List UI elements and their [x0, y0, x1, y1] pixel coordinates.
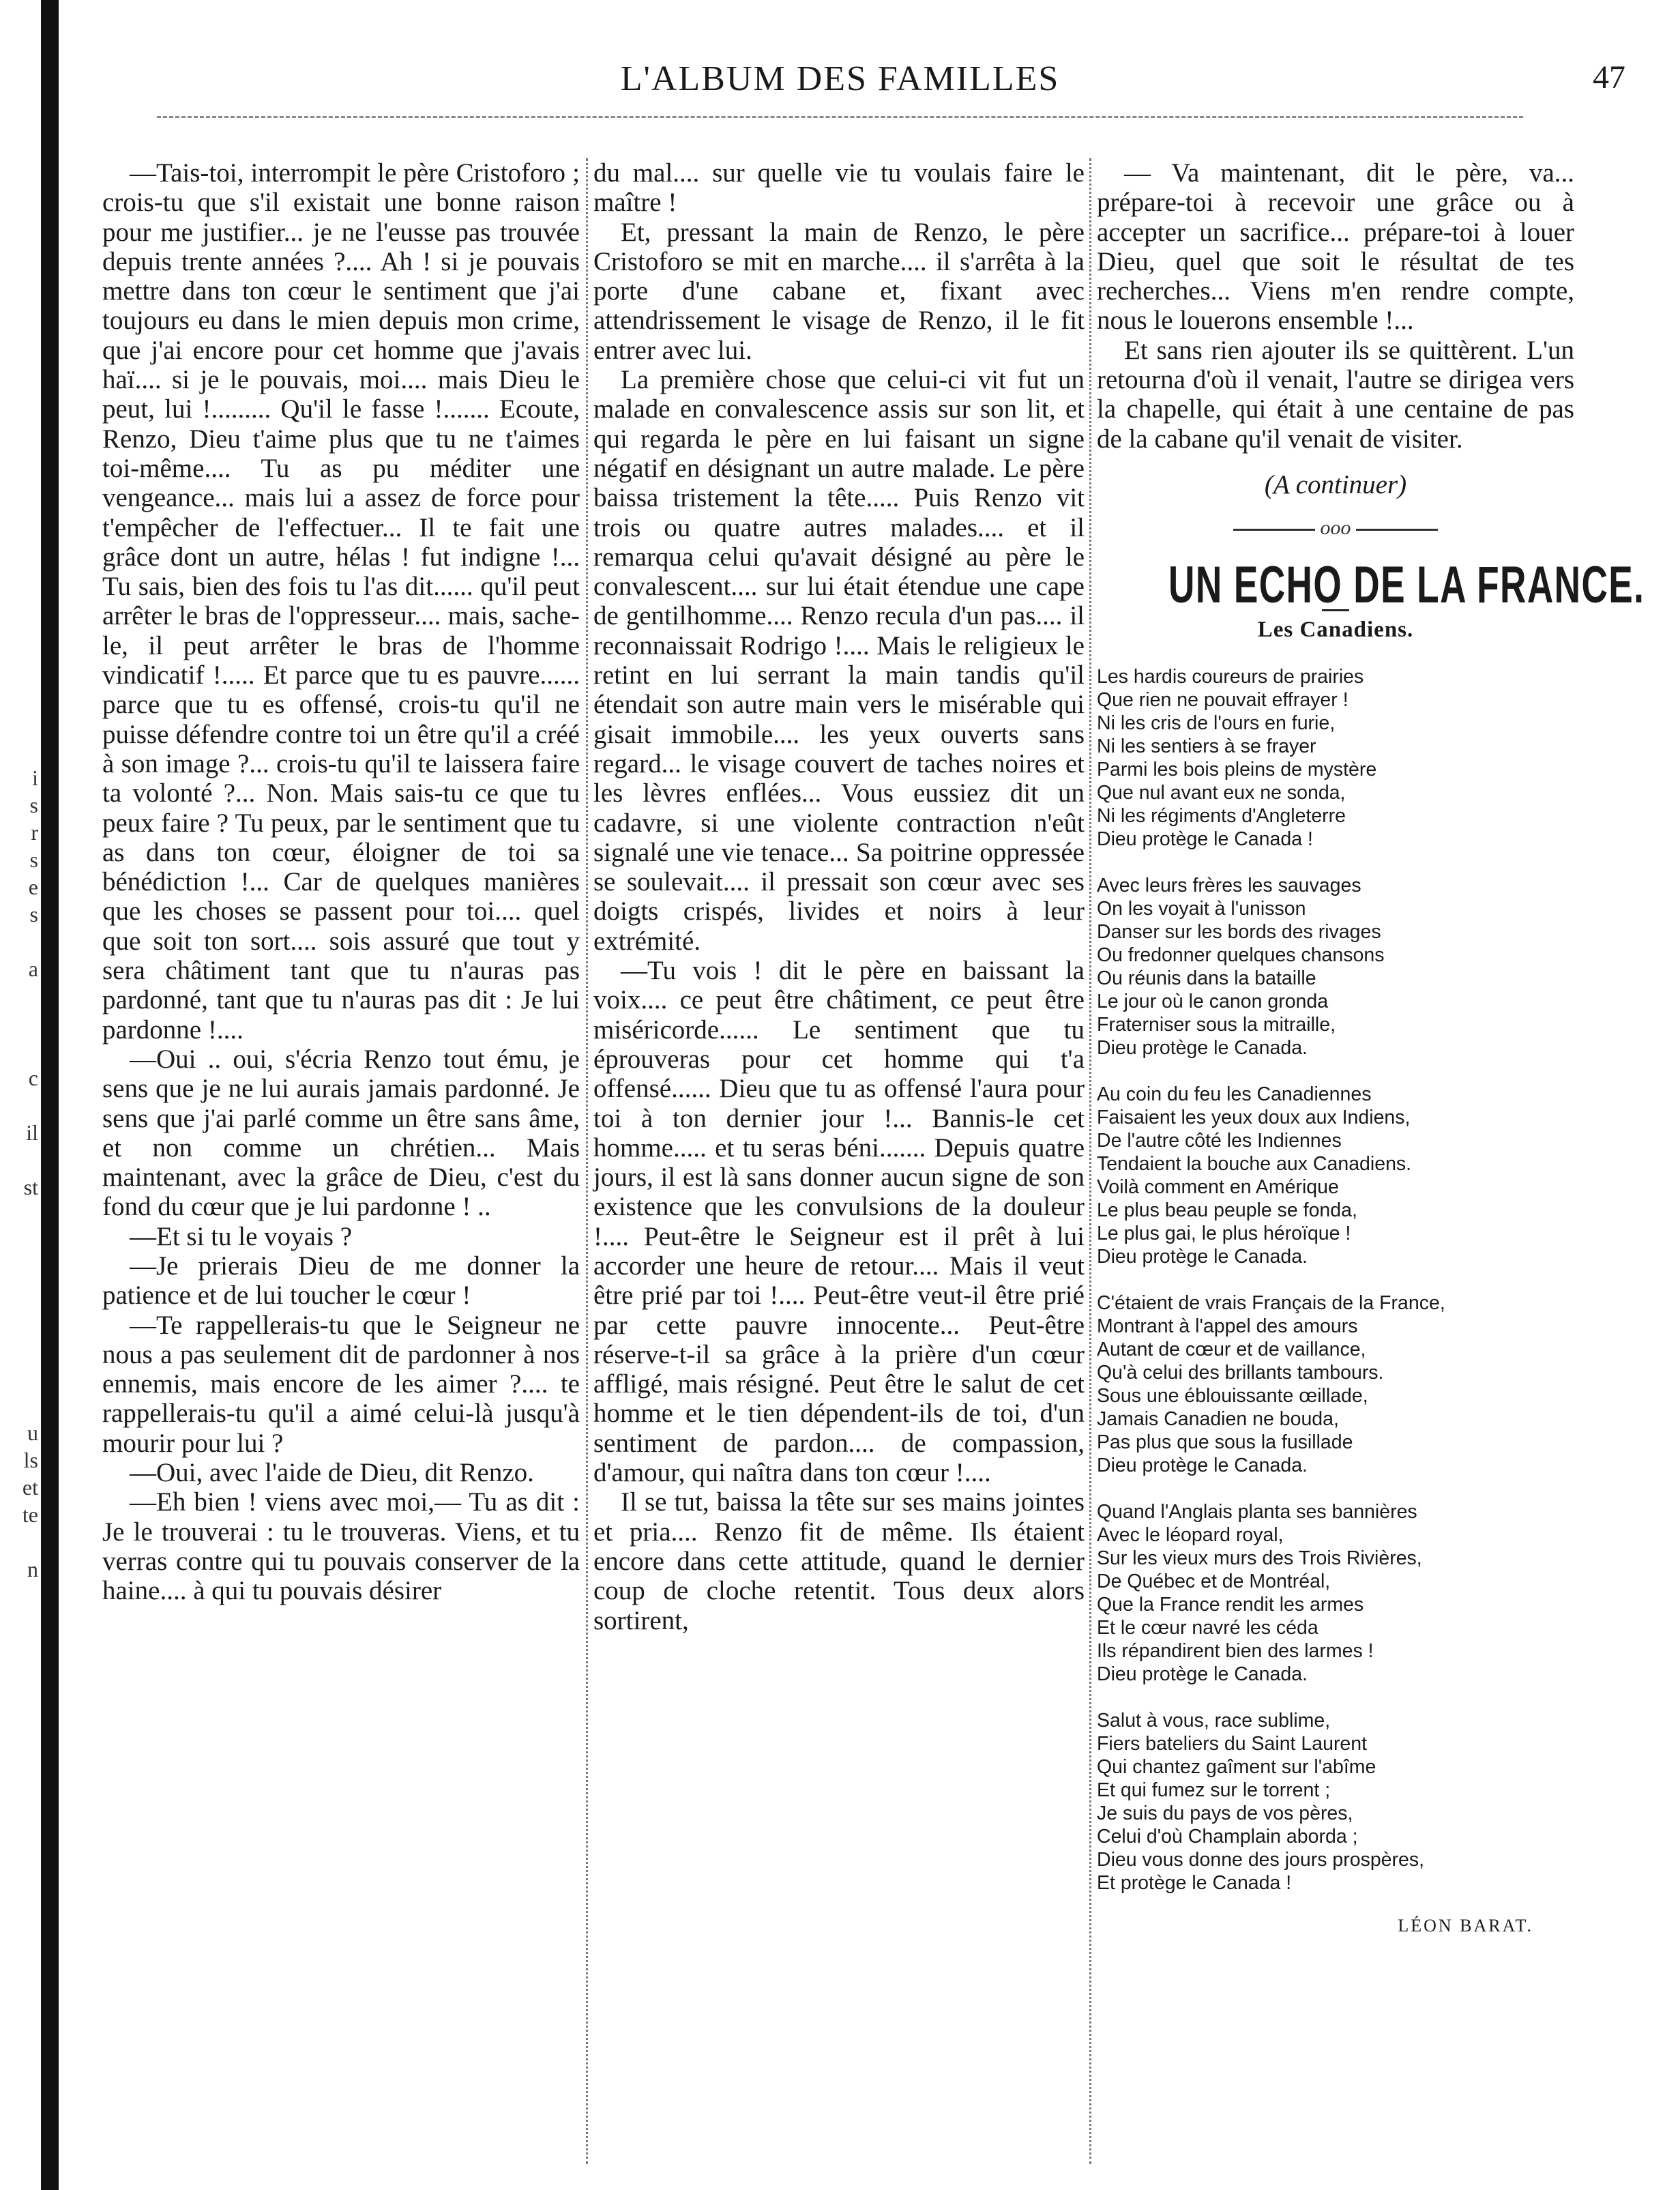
margin-fragment	[0, 1364, 38, 1392]
poem-stanza	[1097, 1709, 1574, 1895]
margin-fragment: a	[28, 957, 38, 981]
poem-stanza	[1097, 665, 1574, 851]
poem-stanza	[1097, 1291, 1574, 1477]
margin-fragment	[0, 1528, 38, 1556]
paragraph: —Et si tu le voyais ?	[130, 1221, 353, 1251]
poem-line: Dieu protège le Canada !	[1097, 828, 1313, 851]
paragraph: —Tais-toi, interrompit le père Cristoforo ; crois-tu que s'il existait une bonne raison pour me justifier... je ne l'eusse pas trouvée depuis trente années ?.... Ah ! si je pouvais mettre dans ton cœur le sentiment que j'ai toujours eu dans le mien depuis mon crime, que j'ai encore pour cet homme que j'avais haï.... si je le pouvais, moi.... mais Dieu le peut, lui !......... Qu'il le fasse !....... Ecoute, Renzo, Dieu t'aime plus que tu ne t'aimes toi-même.... Tu as pu méditer une vengeance... mais lui a assez de force pour t'empêcher de l'effectuer... Il te fait une grâce dont un autre, hélas ! fut indigne !... Tu sais, bien des fois tu l'as dit...... qu'il peut arrêter le bras de l'oppresseur.... mais, sache-le, il peut arrêter le bras de l'homme vindicatif !..... Et parce que tu es pauvre...... parce que tu es offensé, crois-tu qu'il ne puisse défendre contre toi un être qu'il a créé à son image ?... crois-tu qu'il te laissera faire ta volonté ?... Non. Mais sais-tu ce que tu peux faire ? Tu peux, par le sentiment que tu as dans ton cœur, éloigner de toi sa bénédiction !... Car de quelques manières que les choses se passent pour toi.... quel que soit ton sort.... sois assuré que tout y sera châtiment tant que tu n'auras pas pardonné, tant que tu n'auras pas dit : Je lui pardonne !....	[102, 158, 580, 1045]
poem-line: Jamais Canadien ne bouda,	[1097, 1408, 1339, 1431]
paragraph: —Tu vois ! dit le père en baissant la voix.... ce peut être châtiment, ce peut être miséricorde...... Le sentiment que tu éprouveras pour cet homme qui t'a offensé...... Dieu que tu as offensé l'aura pour toi à ton dernier jour !... Bannis-le cet homme..... et tu seras béni....... Depuis quatre jours, il est là sans donner aucun signe de son existence que les convulsions de la douleur !.... Peut-être le Seigneur est il prêt à lui accorder une heure de retour.... Mais il veut être prié par toi !.... Peut-être veut-il être prié par cette pauvre innocente... Peut-être réserve-t-il sa grâce à la prière d'un cœur affligé, mais résigné. Peut être le salut de cet homme et le tien dépendent-ils de toi, d'un sentiment de pardon.... de compassion, d'amour, qui naîtra dans ton cœur !....	[593, 956, 1085, 1488]
margin-fragment	[0, 1310, 38, 1337]
journal-title: L'ALBUM DES FAMILLES	[620, 59, 1060, 98]
column-separator	[586, 158, 588, 2164]
divider-ornament: ooo	[1320, 516, 1351, 540]
paragraph: Il se tut, baissa la tête sur ses mains jointes et pria.... Renzo fit de même. Ils étaient encore dans cette attitude, quand le dernier coup de cloche retentit. Tous deux alors sortirent,	[593, 1487, 1085, 1635]
paragraph: Et sans rien ajouter ils se quittèrent. L'un retourna d'où il venait, l'autre se dirigea vers la chapelle, qui était à une centaine de pas de la cabane qu'il venait de visiter.	[1097, 335, 1574, 454]
poem-line: Parmi les bois pleins de mystère	[1097, 759, 1377, 781]
poem-line: On les voyait à l'unisson	[1097, 898, 1306, 920]
poem-line: Tendaient la bouche aux Canadiens.	[1097, 1153, 1412, 1176]
poem-line: Sous une éblouissante œillade,	[1097, 1385, 1368, 1407]
margin-fragment: r	[31, 820, 38, 845]
poem-line: Le plus beau peuple se fonda,	[1097, 1199, 1357, 1222]
poem-line: Faisaient les yeux doux aux Indiens,	[1097, 1107, 1411, 1129]
poem-line: Sur les vieux murs des Trois Rivières,	[1097, 1547, 1422, 1570]
poem-line: Ni les sentiers à se frayer	[1097, 735, 1316, 758]
poem-line: Dieu protège le Canada.	[1097, 1037, 1308, 1060]
poem-line: Au coin du feu les Canadiennes	[1097, 1083, 1372, 1106]
paragraph: — Va maintenant, dit le père, va... prépare-toi à recevoir une grâce ou à accepter un sacrifice... prépare-toi à louer Dieu, quel que soit le résultat de tes recherches... Viens m'en rendre compte, nous le louerons ensemble !...	[1097, 158, 1574, 336]
margin-fragment: s	[29, 793, 38, 817]
poem-line: Avec le léopard royal,	[1097, 1524, 1284, 1547]
margin-fragment: u	[27, 1420, 38, 1445]
margin-fragment: c	[28, 1066, 38, 1090]
margin-fragment	[0, 982, 38, 1010]
poem	[1097, 665, 1574, 1895]
poem-line: Qui chantez gaîment sur l'abîme	[1097, 1756, 1376, 1779]
poem-line: Que rien ne pouvait effrayer !	[1097, 689, 1349, 712]
poem-line: Je suis du pays de vos pères,	[1097, 1802, 1353, 1825]
poem-stanza	[1097, 874, 1574, 1060]
poem-line: C'étaient de vrais Français de la France,	[1097, 1292, 1445, 1315]
margin-fragment: e	[28, 875, 38, 899]
poem-line: De Québec et de Montréal,	[1097, 1571, 1331, 1593]
to-be-continued-note: (A continuer)	[1264, 469, 1407, 499]
poem-line: Ni les cris de l'ours en furie,	[1097, 712, 1336, 735]
margin-fragment	[0, 1255, 38, 1283]
margin-fragment	[0, 928, 38, 955]
margin-fragment	[0, 1037, 38, 1064]
text-column-2	[593, 158, 1085, 2164]
poem-line: Qu'à celui des brillants tambours.	[1097, 1362, 1384, 1384]
poem-line: Quand l'Anglais planta ses bannières	[1097, 1501, 1417, 1523]
margin-fragment: s	[29, 902, 38, 926]
poem-line: Salut à vous, race sublime,	[1097, 1710, 1331, 1732]
margin-fragment	[0, 1146, 38, 1173]
author-signature: LÉON BARAT.	[1398, 1916, 1533, 1936]
margin-fragment: st	[23, 1175, 38, 1199]
story-ending	[1097, 158, 1574, 454]
header-rule	[157, 116, 1523, 118]
poem-line: Dieu protège le Canada.	[1097, 1663, 1308, 1686]
margin-fragment: ls	[23, 1448, 38, 1472]
text-column-3	[1097, 158, 1645, 2164]
margin-fragment: i	[32, 765, 38, 790]
poem-line: Fraterniser sous la mitraille,	[1097, 1014, 1336, 1036]
margin-fragment: s	[29, 847, 38, 872]
poem-line: Voilà comment en Amérique	[1097, 1176, 1339, 1199]
paragraph: —Eh bien ! viens avec moi,— Tu as dit : Je le trouverai : tu le trouveras. Viens, et tu verras contre qui tu pouvais conserver de la haine.... à qui tu pouvais désirer	[102, 1487, 580, 1606]
poem-line: Les hardis coureurs de prairies	[1097, 666, 1364, 688]
poem-line: Ou fredonner quelques chansons	[1097, 944, 1385, 967]
poem-line: Dieu vous donne des jours prospères,	[1097, 1849, 1425, 1871]
poem-line: Danser sur les bords des rivages	[1097, 921, 1381, 944]
poem-line: Celui d'où Champlain aborda ;	[1097, 1826, 1358, 1848]
margin-fragment	[0, 1010, 38, 1037]
poem-line: Montrant à l'appel des amours	[1097, 1315, 1358, 1338]
paragraph: La première chose que celui-ci vit fut un malade en convalescence assis sur son lit, et qui regarda le père en lui faisant un signe négatif en désignant un autre malade. Le père baissa tristement la tête..... Puis Renzo vit trois ou quatre autres malades.... et il remarqua celui qu'avait désigné au père le convalescent.... sur lui était étendue une cape de gentilhomme.... Renzo recula d'un pas.... il reconnaissait Rodrigo !.... Mais le religieux le retint en lui serrant la main tandis qu'il étendait son autre main vers le misérable qui gisait immobile.... les yeux ouverts sans regard... le visage couvert de taches noires et les lèvres enflées... Vous eussiez dit un cadavre, si une violente contraction n'eût signalé une vie tenace... Sa poitrine oppressée se soulevait.... il pressait son cœur avec ses doigts crispés, livides et noirs à leur extrémité.	[593, 365, 1085, 956]
margin-fragment	[0, 1228, 38, 1255]
poem-line: Et protège le Canada !	[1097, 1872, 1292, 1895]
poem-line: Dieu protège le Canada.	[1097, 1455, 1308, 1477]
poem-line: De l'autre côté les Indiennes	[1097, 1130, 1342, 1152]
margin-fragment	[0, 1337, 38, 1364]
page-edge-shadow	[41, 0, 59, 2190]
divider-line	[1233, 529, 1315, 531]
margin-fragment	[0, 1392, 38, 1419]
column-separator	[1089, 158, 1091, 2164]
poem-line: Que la France rendit les armes	[1097, 1594, 1364, 1616]
poem-line: Et qui fumez sur le torrent ;	[1097, 1779, 1331, 1802]
poem-line: Ni les régiments d'Angleterre	[1097, 805, 1346, 828]
section-title: UN ECHO DE LA FRANCE.	[1168, 555, 1645, 614]
margin-bleed-text	[0, 764, 38, 1583]
poem-line: Pas plus que sous la fusillade	[1097, 1431, 1353, 1454]
poem-line: Le plus gai, le plus héroïque !	[1097, 1223, 1351, 1245]
poem-line: Ou réunis dans la bataille	[1097, 967, 1316, 990]
page-header	[102, 59, 1625, 113]
poem-line: Le jour où le canon gronda	[1097, 991, 1329, 1013]
poem-line: Ils répandirent bien des larmes !	[1097, 1640, 1374, 1663]
margin-fragment: et	[22, 1475, 38, 1500]
margin-fragment: il	[26, 1120, 38, 1145]
poem-stanza	[1097, 1083, 1574, 1268]
paragraph: —Oui, avec l'aide de Dieu, dit Renzo.	[130, 1458, 534, 1488]
page-number: 47	[1593, 59, 1625, 96]
poem-title: Les Canadiens.	[1257, 617, 1414, 642]
paragraph: —Je prierais Dieu de me donner la patience et de lui toucher le cœur !	[102, 1251, 580, 1311]
paragraph: —Te rappellerais-tu que le Seigneur ne nous a pas seulement dit de pardonner à nos ennemis, mais encore de les aimer ?.... te rappellerais-tu qu'il a aimé celui-là jusqu'à mourir pour lui ?	[102, 1310, 580, 1458]
poem-line: Autant de cœur et de vaillance,	[1097, 1339, 1366, 1361]
poem-line: Avec leurs frères les sauvages	[1097, 875, 1361, 897]
margin-fragment: te	[22, 1502, 38, 1527]
poem-line: Que nul avant eux ne sonda,	[1097, 782, 1346, 804]
margin-fragment: n	[27, 1557, 38, 1581]
paragraph: —Oui .. oui, s'écria Renzo tout ému, je sens que je ne lui aurais jamais pardonné. Je sens que j'ai parlé comme un être sans âme, et non comme un chrétien... Mais maintenant, avec la grâce de Dieu, c'est du fond du cœur que je lui pardonne ! ..	[102, 1044, 580, 1222]
margin-fragment	[0, 1201, 38, 1228]
poem-line: Dieu protège le Canada.	[1097, 1246, 1308, 1268]
paragraph: Et, pressant la main de Renzo, le père Cristoforo se mit en marche.... il s'arrêta à la porte d'une cabane et, fixant avec attendrissement le visage de Renzo, il le fit entrer avec lui.	[593, 217, 1085, 365]
text-column-1	[102, 158, 580, 2164]
margin-fragment	[0, 1092, 38, 1119]
poem-line: Et le cœur navré les céda	[1097, 1617, 1318, 1639]
margin-fragment	[0, 1283, 38, 1310]
divider-line	[1356, 529, 1438, 531]
poem-stanza	[1097, 1500, 1574, 1686]
poem-line: Fiers bateliers du Saint Laurent	[1097, 1733, 1368, 1755]
section-divider	[1097, 513, 1574, 542]
paragraph: du mal.... sur quelle vie tu voulais faire le maître !	[593, 158, 1085, 218]
